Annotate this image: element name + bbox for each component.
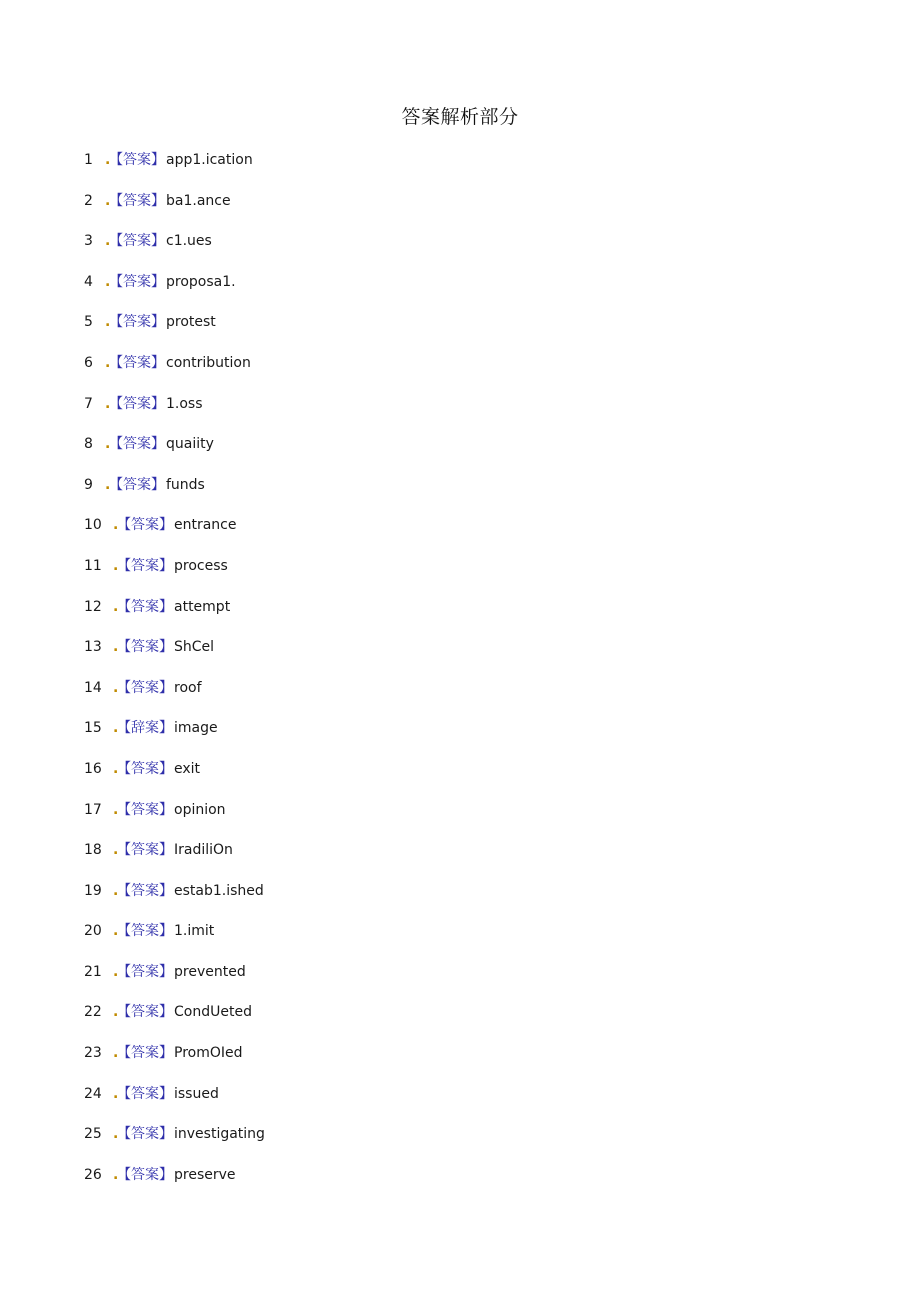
answer-item: [84, 310, 265, 351]
answer-text: roof: [174, 679, 202, 696]
number-separator: .: [113, 517, 119, 534]
number-separator: .: [105, 476, 111, 493]
question-number: 15: [84, 720, 102, 737]
answer-text: issued: [174, 1085, 219, 1102]
answer-item: [84, 229, 265, 270]
answer-text: ba1.ance: [166, 192, 231, 209]
question-number: 22: [84, 1004, 102, 1021]
answer-tag: 【答案】: [117, 882, 173, 899]
answer-list: [84, 148, 265, 1203]
answer-tag: 【答案】: [109, 314, 165, 331]
answer-item: [84, 1122, 265, 1163]
answer-item: [84, 879, 265, 920]
answer-tag: 【答案】: [109, 273, 165, 290]
answer-text: image: [174, 720, 218, 737]
answer-text: proposa1.: [166, 273, 236, 290]
question-number: 11: [84, 557, 102, 574]
answer-text: estab1.ished: [174, 882, 264, 899]
answer-item: [84, 838, 265, 879]
question-number: 26: [84, 1166, 102, 1183]
number-separator: .: [113, 720, 119, 737]
answer-tag: 【答案】: [117, 1126, 173, 1143]
question-number: 25: [84, 1126, 102, 1143]
question-number: 16: [84, 760, 102, 777]
question-number: 12: [84, 598, 102, 615]
question-number: 3: [84, 233, 93, 250]
answer-item: [84, 554, 265, 595]
answer-tag: 【答案】: [117, 1045, 173, 1062]
number-separator: .: [105, 233, 111, 250]
question-number: 9: [84, 476, 93, 493]
number-separator: .: [113, 679, 119, 696]
number-separator: .: [113, 923, 119, 940]
question-number: 14: [84, 679, 102, 696]
question-number: 24: [84, 1085, 102, 1102]
number-separator: .: [113, 801, 119, 818]
question-number: 18: [84, 842, 102, 859]
answer-item: [84, 1163, 265, 1204]
number-separator: .: [113, 963, 119, 980]
answer-item: [84, 513, 265, 554]
answer-tag: 【答案】: [117, 963, 173, 980]
answer-text: CondUeted: [174, 1004, 252, 1021]
answer-tag: 【答案】: [117, 760, 173, 777]
answer-item: [84, 757, 265, 798]
answer-text: attempt: [174, 598, 231, 615]
answer-item: [84, 919, 265, 960]
answer-item: [84, 270, 265, 311]
answer-text: ShCel: [174, 639, 215, 656]
answer-text: investigating: [174, 1126, 265, 1143]
question-number: 20: [84, 923, 102, 940]
number-separator: .: [105, 354, 111, 371]
answer-tag: 【辞案】: [117, 720, 173, 737]
answer-tag: 【答案】: [117, 842, 173, 859]
number-separator: .: [105, 395, 111, 412]
answer-text: entrance: [174, 517, 237, 534]
answer-tag: 【答案】: [117, 517, 173, 534]
number-separator: .: [113, 1045, 119, 1062]
answer-tag: 【答案】: [117, 639, 173, 656]
number-separator: .: [113, 1085, 119, 1102]
answer-text: 1.imit: [174, 923, 215, 940]
answer-tag: 【答案】: [117, 1004, 173, 1021]
answer-text: contribution: [166, 354, 251, 371]
answer-item: [84, 960, 265, 1001]
question-number: 10: [84, 517, 102, 534]
answer-text: IradiliOn: [174, 842, 233, 859]
number-separator: .: [105, 192, 111, 209]
answer-text: quaiity: [166, 436, 214, 453]
answer-tag: 【答案】: [117, 598, 173, 615]
number-separator: .: [113, 1166, 119, 1183]
answer-item: [84, 1041, 265, 1082]
question-number: 8: [84, 436, 93, 453]
answer-item: [84, 189, 265, 230]
question-number: 21: [84, 963, 102, 980]
answer-text: prevented: [174, 963, 246, 980]
answer-tag: 【答案】: [117, 1166, 173, 1183]
answer-item: [84, 798, 265, 839]
number-separator: .: [105, 436, 111, 453]
question-number: 23: [84, 1045, 102, 1062]
answer-tag: 【答案】: [109, 192, 165, 209]
number-separator: .: [113, 760, 119, 777]
answer-item: [84, 473, 265, 514]
question-number: 2: [84, 192, 93, 209]
number-separator: .: [113, 1126, 119, 1143]
answer-item: [84, 595, 265, 636]
answer-text: c1.ues: [166, 233, 212, 250]
answer-text: protest: [166, 314, 216, 331]
number-separator: .: [105, 152, 111, 168]
number-separator: .: [113, 598, 119, 615]
question-number: 6: [84, 354, 93, 371]
answer-text: exit: [174, 760, 201, 777]
answer-text: PromOIed: [174, 1045, 243, 1062]
question-number: 4: [84, 273, 93, 290]
question-number: 7: [84, 395, 93, 412]
question-number: 5: [84, 314, 93, 331]
answer-tag: 【答案】: [109, 354, 165, 371]
answer-text: funds: [166, 476, 205, 493]
page-title: 答案解析部分: [401, 106, 519, 128]
number-separator: .: [113, 1004, 119, 1021]
answer-item: [84, 351, 265, 392]
answer-tag: 【答案】: [109, 476, 165, 493]
answer-tag: 【答案】: [117, 923, 173, 940]
number-separator: .: [105, 273, 111, 290]
number-separator: .: [105, 314, 111, 331]
answer-item: [84, 1082, 265, 1123]
answer-tag: 【答案】: [117, 557, 173, 574]
number-separator: .: [113, 639, 119, 656]
number-separator: .: [113, 842, 119, 859]
answer-tag: 【答案】: [109, 152, 165, 168]
question-number: 19: [84, 882, 102, 899]
answer-item: [84, 716, 265, 757]
number-separator: .: [113, 557, 119, 574]
answer-tag: 【答案】: [109, 233, 165, 250]
answer-tag: 【答案】: [117, 801, 173, 818]
answer-tag: 【答案】: [109, 395, 165, 412]
answer-text: preserve: [174, 1166, 236, 1183]
question-number: 17: [84, 801, 102, 818]
answer-item: [84, 1000, 265, 1041]
answer-item: [84, 392, 265, 433]
number-separator: .: [113, 882, 119, 899]
answer-item: [84, 148, 265, 189]
answer-tag: 【答案】: [109, 436, 165, 453]
answer-item: [84, 432, 265, 473]
answer-tag: 【答案】: [117, 1085, 173, 1102]
question-number: 1: [84, 152, 93, 168]
question-number: 13: [84, 639, 102, 656]
answer-tag: 【答案】: [117, 679, 173, 696]
answer-item: [84, 635, 265, 676]
answer-item: [84, 676, 265, 717]
answer-text: process: [174, 557, 228, 574]
answer-text: 1.oss: [166, 395, 203, 412]
answer-text: app1.ication: [166, 152, 253, 168]
answer-text: opinion: [174, 801, 226, 818]
